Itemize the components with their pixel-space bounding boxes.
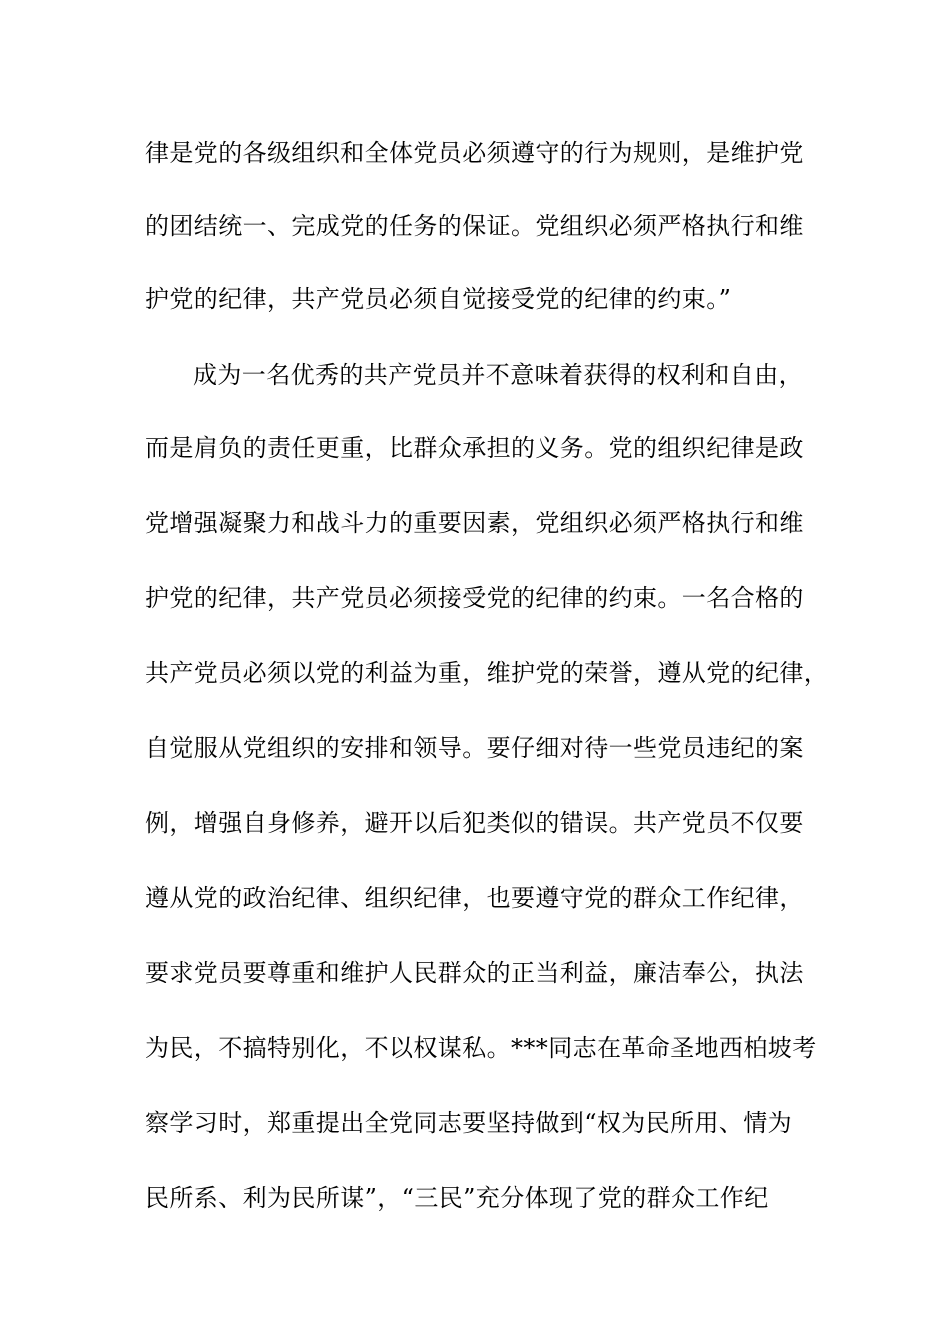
text-line-12: 要求党员要尊重和维护人民群众的正当利益，廉洁奉公，执法 <box>145 959 804 987</box>
paragraph-start-line: 成为一名优秀的共产党员并不意味着获得的权利和自由， <box>193 361 803 389</box>
text-line-7: 护党的纪律，共产党员必须接受党的纪律的约束。一名合格的 <box>145 584 804 612</box>
text-line-1: 律是党的各级组织和全体党员必须遵守的行为规则，是维护党 <box>145 139 804 167</box>
text-line-13: 为民，不搞特别化，不以权谋私。***同志在革命圣地西柏坡考 <box>145 1034 817 1062</box>
text-line-14: 察学习时，郑重提出全党同志要坚持做到“权为民所用、情为 <box>145 1109 793 1137</box>
text-line-2: 的团结统一、完成党的任务的保证。党组织必须严格执行和维 <box>145 212 804 240</box>
text-line-15: 民所系、利为民所谋”，“三民”充分体现了党的群众工作纪 <box>145 1184 769 1212</box>
text-line-3: 护党的纪律，共产党员必须自觉接受党的纪律的约束。” <box>145 285 732 313</box>
text-line-5: 而是肩负的责任更重，比群众承担的义务。党的组织纪律是政 <box>145 434 804 462</box>
text-line-11: 遵从党的政治纪律、组织纪律，也要遵守党的群众工作纪律， <box>145 884 804 912</box>
text-line-6: 党增强凝聚力和战斗力的重要因素，党组织必须严格执行和维 <box>145 509 804 537</box>
text-line-10: 例，增强自身修养，避开以后犯类似的错误。共产党员不仅要 <box>145 809 804 837</box>
text-line-8: 共产党员必须以党的利益为重，维护党的荣誉，遵从党的纪律， <box>145 659 829 687</box>
text-line-9: 自觉服从党组织的安排和领导。要仔细对待一些党员违纪的案 <box>145 734 804 762</box>
